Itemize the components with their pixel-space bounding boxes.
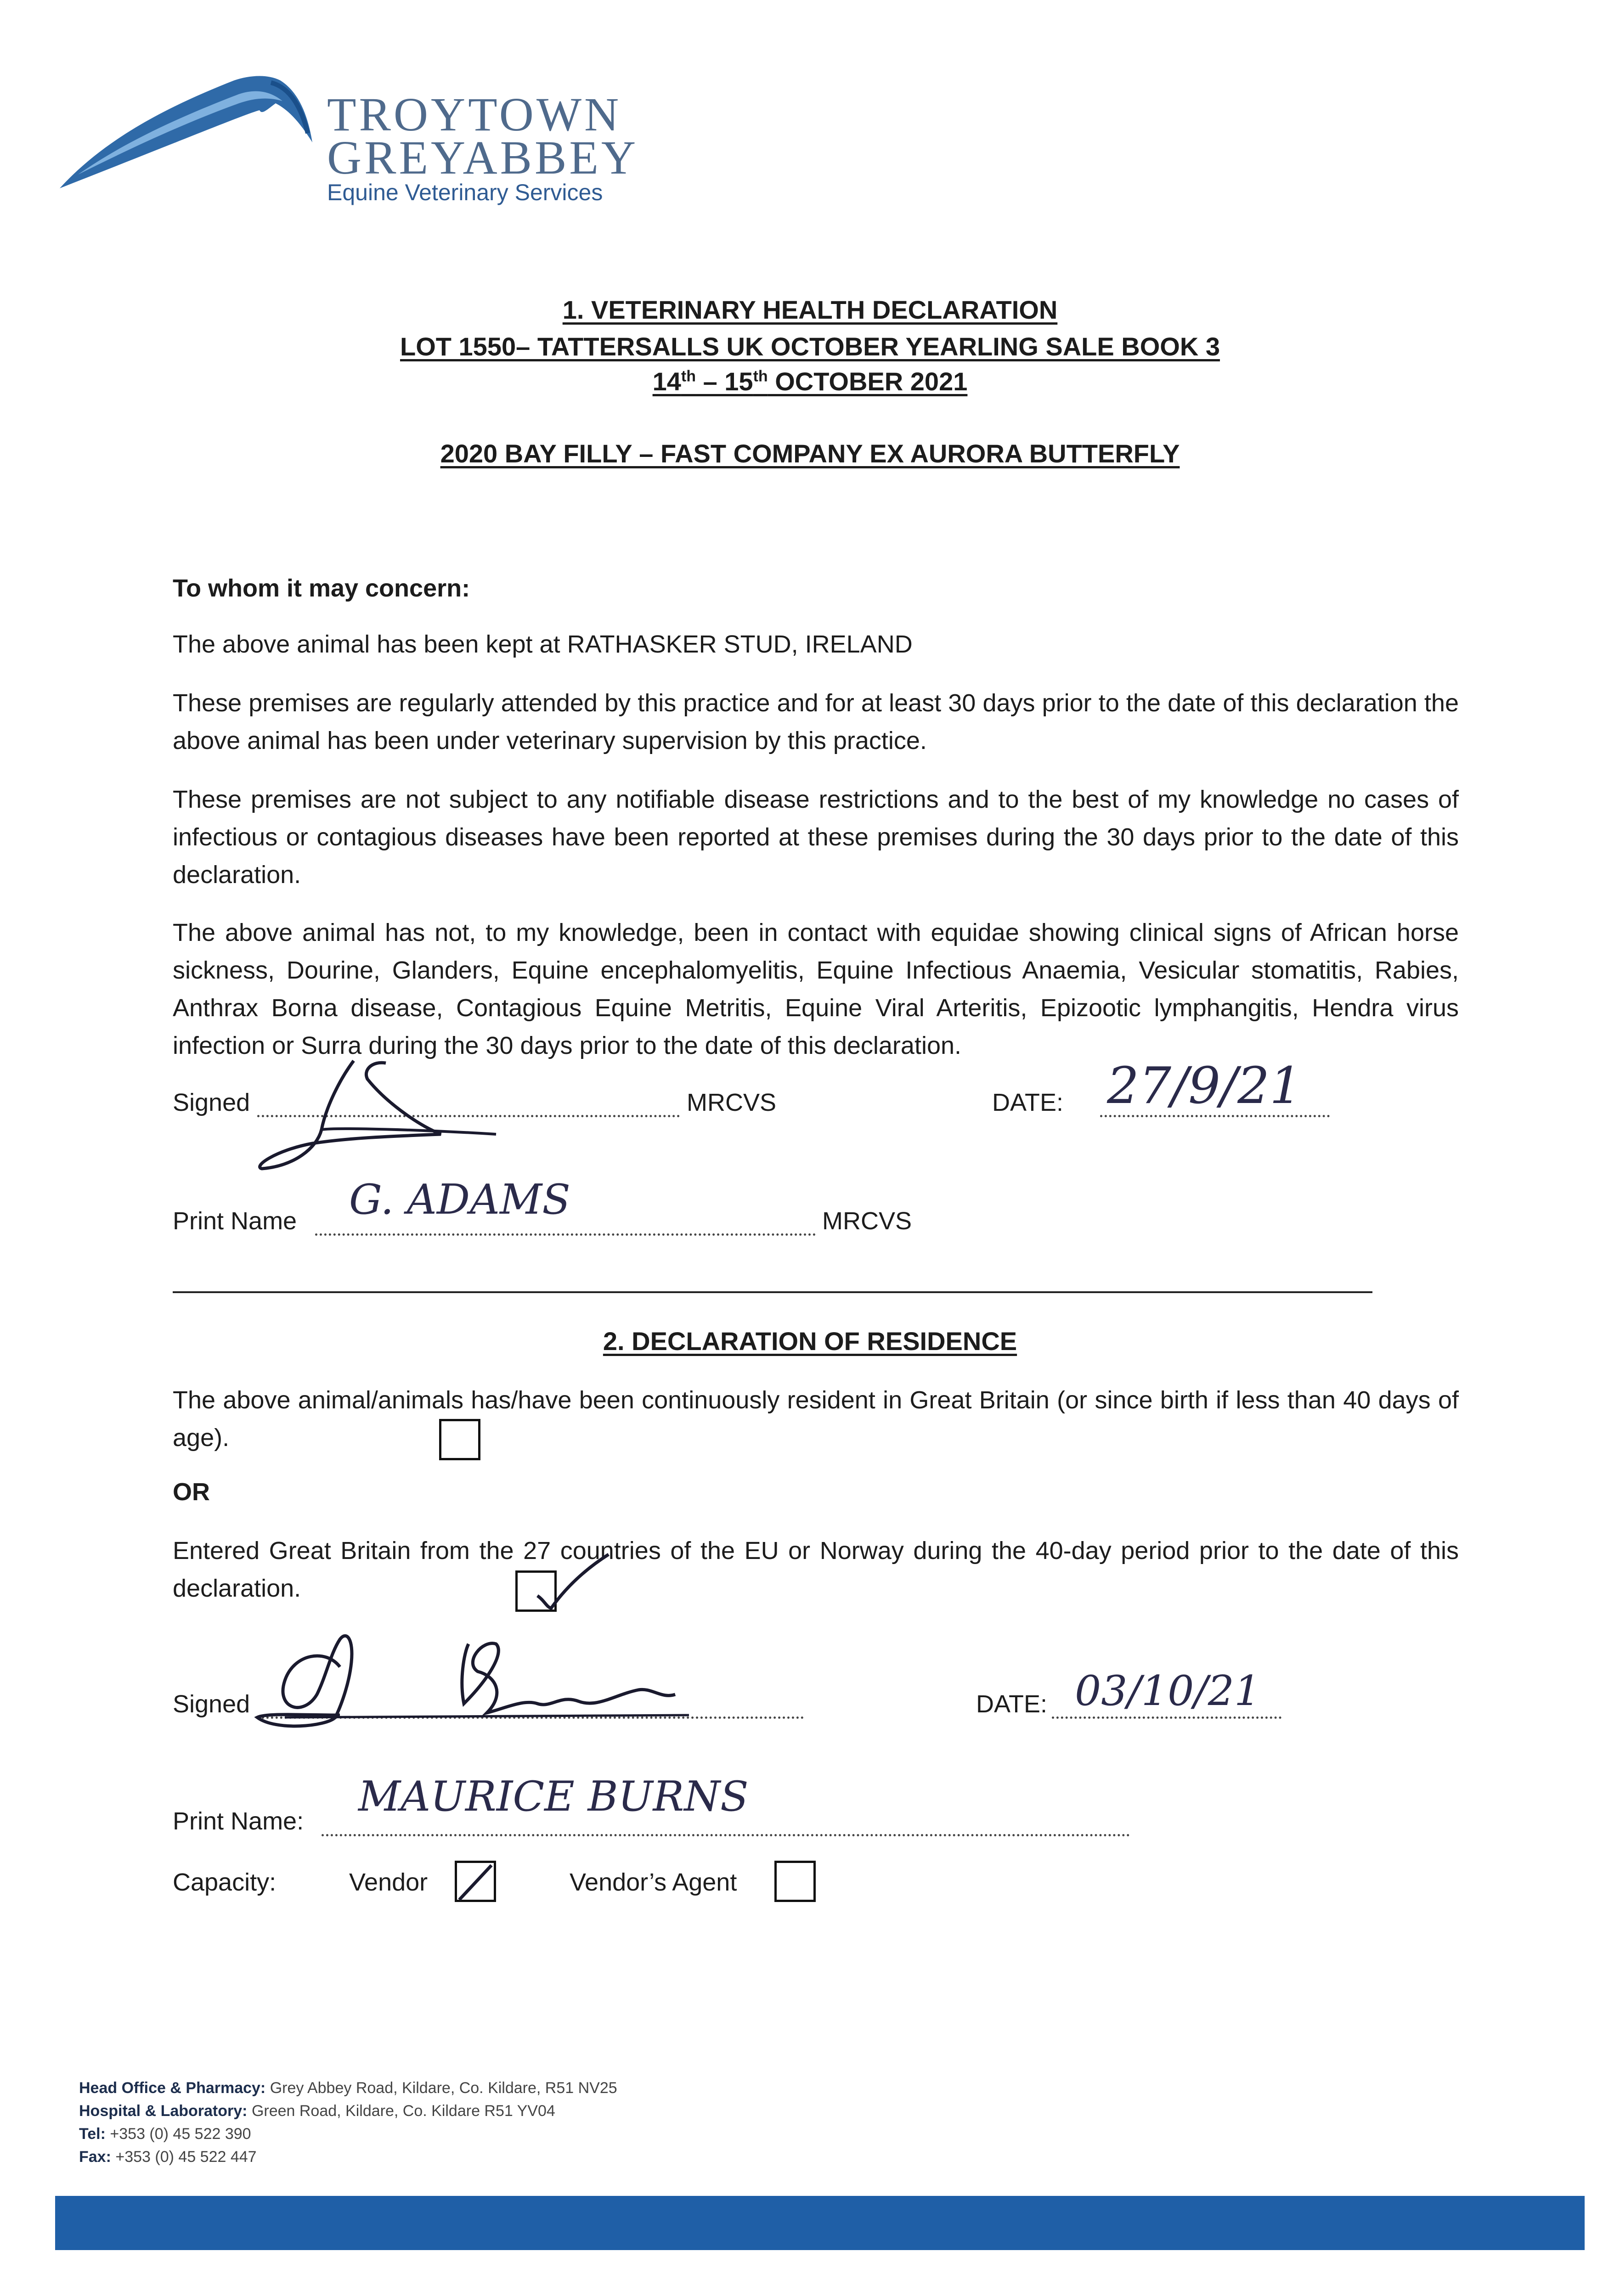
vendor-checkmark-icon <box>455 1861 496 1902</box>
signed-label-2: Signed <box>173 1690 250 1718</box>
signed-label-1: Signed <box>173 1089 250 1116</box>
tel-value: +353 (0) 45 522 390 <box>110 2125 251 2143</box>
para-attendance: These premises are regularly attended by this practice and for at least 30 days prior to the date of this declaration the above animal has been under veterinary supervision by this practice. <box>173 689 1459 754</box>
footer-blue-bar <box>55 2196 1585 2250</box>
date-line-2 <box>1052 1716 1281 1719</box>
hospital-label: Hospital & Laboratory: <box>79 2102 248 2120</box>
horse-head-icon <box>51 60 317 197</box>
date-label-1: DATE: <box>992 1089 1064 1116</box>
para-resident: The above animal/animals has/have been continuously resident in Great Britain (or since birth if less than 40 days of age). <box>173 1386 1459 1452</box>
logo-line2: GREYABBEY <box>327 131 639 184</box>
date-value-2: 03/10/21 <box>1075 1667 1261 1715</box>
print-name-line-1 <box>315 1233 816 1236</box>
horse-title: 2020 BAY FILLY – FAST COMPANY EX AURORA BUTTERFLY <box>440 439 1180 468</box>
mrcvs-label-2: MRCVS <box>822 1207 912 1235</box>
print-name-value-2: MAURICE BURNS <box>358 1773 749 1821</box>
para-entered: Entered Great Britain from the 27 countries of the EU or Norway during the 40-day period prior to the date of this declaration. <box>173 1537 1459 1602</box>
date-value-1: 27/9/21 <box>1107 1056 1302 1115</box>
dates-part-c: OCTOBER 2021 <box>768 367 968 396</box>
signature-2 <box>248 1626 707 1736</box>
footer-head-office <box>79 2077 617 2099</box>
head-office-value: Grey Abbey Road, Kildare, Co. Kildare, R51 NV25 <box>270 2079 617 2097</box>
section-divider <box>173 1291 1372 1293</box>
logo-subtitle: Equine Veterinary Services <box>327 180 603 205</box>
dates-part-a: 14 <box>652 367 681 396</box>
hospital-value: Green Road, Kildare, Co. Kildare R51 YV04 <box>251 2102 555 2120</box>
salutation: To whom it may concern: <box>173 574 470 602</box>
dates-sup1: th <box>681 367 696 385</box>
entered-checkmark-icon <box>519 1552 611 1616</box>
date-label-2: DATE: <box>976 1690 1048 1718</box>
signature-1 <box>248 1052 505 1180</box>
vendor-agent-checkbox[interactable] <box>774 1861 816 1902</box>
resident-checkbox[interactable] <box>439 1419 480 1460</box>
section1-title: 1. VETERINARY HEALTH DECLARATION <box>562 295 1058 324</box>
vendor-agent-label: Vendor’s Agent <box>570 1868 737 1896</box>
or-label: OR <box>173 1478 210 1506</box>
dates-sup2: th <box>753 367 768 385</box>
footer-hospital <box>79 2099 617 2122</box>
footer-tel <box>79 2122 617 2145</box>
print-name-line-2 <box>322 1834 1130 1836</box>
capacity-label: Capacity: <box>173 1868 277 1896</box>
mrcvs-label-1: MRCVS <box>687 1089 777 1116</box>
para-diseases: The above animal has not, to my knowledge, been in contact with equidae showing clinical signs of African horse sickness, Dourine, Glanders, Equine encephalomyelitis, Equine Infectious Anaemia, Vesicular stomatitis, Rabies, Anthrax Borna disease, Contagious Equine Metritis, Equine Viral Arteritis, Epizootic lymphangitis, Hendra virus infection or Surra during the 30 days prior to the date of this declaration. <box>173 919 1459 1059</box>
fax-value: +353 (0) 45 522 447 <box>115 2148 257 2166</box>
dates-part-b: – 15 <box>696 367 753 396</box>
print-name-label-1: Print Name <box>173 1207 297 1235</box>
date-line-1 <box>1100 1115 1330 1117</box>
tel-label: Tel: <box>79 2125 106 2143</box>
para-restrictions: These premises are not subject to any notifiable disease restrictions and to the best of my knowledge no cases of infectious or contagious diseases have been reported at these premises during the 30 days prior to the date of this declaration. <box>173 786 1459 889</box>
print-name-label-2: Print Name: <box>173 1807 304 1835</box>
lot-title: LOT 1550– TATTERSALLS UK OCTOBER YEARLING SALE BOOK 3 <box>400 332 1220 361</box>
fax-label: Fax: <box>79 2148 111 2166</box>
vendor-label: Vendor <box>349 1868 428 1896</box>
footer-fax <box>79 2145 617 2168</box>
sale-dates <box>0 366 1620 396</box>
section2-title: 2. DECLARATION OF RESIDENCE <box>603 1327 1017 1356</box>
print-name-value-1: G. ADAMS <box>349 1176 570 1224</box>
logo-line1: TROYTOWN <box>327 88 622 141</box>
footer-address <box>79 2077 617 2168</box>
para-kept-at: The above animal has been kept at RATHASKER STUD, IRELAND <box>173 630 913 658</box>
head-office-label: Head Office & Pharmacy: <box>79 2079 266 2097</box>
